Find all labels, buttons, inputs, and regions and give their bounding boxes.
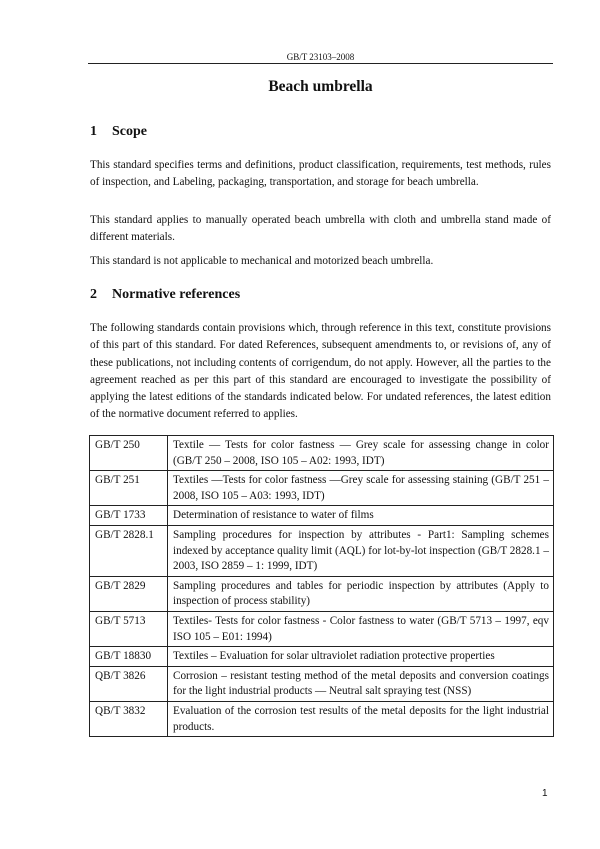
reference-code: GB/T 5713 (90, 611, 168, 646)
reference-title: Sampling procedures and tables for periodic inspection by attributes (Apply to inspection of process stability) (168, 576, 554, 611)
reference-title: Textile — Tests for color fastness — Grey scale for assessing change in color (GB/T 250 – 2008, ISO 105 – A02: 1993, IDT) (168, 436, 554, 471)
section-number: 2 (90, 287, 97, 302)
table-row (90, 506, 554, 526)
table-row (90, 611, 554, 646)
scope-paragraph: This standard applies to manually operated beach umbrella with cloth and umbrella stand made of different materials. (90, 214, 551, 244)
table-row (90, 436, 554, 471)
reference-code: GB/T 1733 (90, 506, 168, 526)
table-row (90, 647, 554, 667)
header-divider (88, 63, 553, 64)
reference-code: GB/T 2828.1 (90, 525, 168, 576)
section-title: Scope (112, 124, 147, 139)
reference-title: Determination of resistance to water of films (168, 506, 554, 526)
section-heading-scope (90, 124, 147, 140)
reference-title: Textiles – Evaluation for solar ultraviolet radiation protective properties (168, 647, 554, 667)
reference-code: GB/T 2829 (90, 576, 168, 611)
reference-title: Sampling procedures for inspection by attributes - Part1: Sampling schemes indexed by acceptance quality limit (AQL) for lot-by-lot inspection (GB/T 2828.1 – 2003, ISO 2859 – 1: 1999, IDT) (168, 525, 554, 576)
table-row (90, 471, 554, 506)
reference-code: QB/T 3826 (90, 666, 168, 701)
reference-code: GB/T 251 (90, 471, 168, 506)
table-row (90, 701, 554, 736)
section-title: Normative references (112, 287, 241, 302)
references-intro-paragraph: The following standards contain provisions which, through reference in this text, constitute provisions of this part of this standard. For dated References, subsequent amendments to, or revisions of, any of these publications, not including contents of corrigendum, do not apply. However, all the parties to the agreement reached as per this part of this standard are encouraged to investigate the possibility of applying the latest editions of the standards indicated below. For undated references, the latest edition of the normative document referred to applies. (90, 322, 551, 421)
reference-code: GB/T 250 (90, 436, 168, 471)
normative-references-table (89, 435, 554, 737)
reference-title: Textiles- Tests for color fastness - Color fastness to water (GB/T 5713 – 1997, eqv ISO 105 – E01: 1994) (168, 611, 554, 646)
reference-title: Corrosion – resistant testing method of the metal deposits and conversion coatings for the light industrial products — Neutral salt spraying test (NSS) (168, 666, 554, 701)
table-row (90, 666, 554, 701)
table-row (90, 576, 554, 611)
scope-paragraph: This standard is not applicable to mechanical and motorized beach umbrella. (90, 255, 434, 267)
document-title: Beach umbrella (268, 78, 373, 95)
reference-code: QB/T 3832 (90, 701, 168, 736)
page-number: 1 (542, 788, 548, 799)
section-heading-normative-references (90, 287, 240, 303)
reference-code: GB/T 18830 (90, 647, 168, 667)
reference-title: Textiles —Tests for color fastness —Grey scale for assessing staining (GB/T 251 – 2008, ISO 105 – A03: 1993, IDT) (168, 471, 554, 506)
section-number: 1 (90, 124, 97, 139)
scope-paragraph: This standard specifies terms and definitions, product classification, requirements, test methods, rules of inspection, and Labeling, packaging, transportation, and storage for beach umbrella. (90, 159, 551, 189)
reference-title: Evaluation of the corrosion test results of the metal deposits for the light industrial products. (168, 701, 554, 736)
table-row (90, 525, 554, 576)
page-header: GB/T 23103–2008 (286, 52, 355, 62)
